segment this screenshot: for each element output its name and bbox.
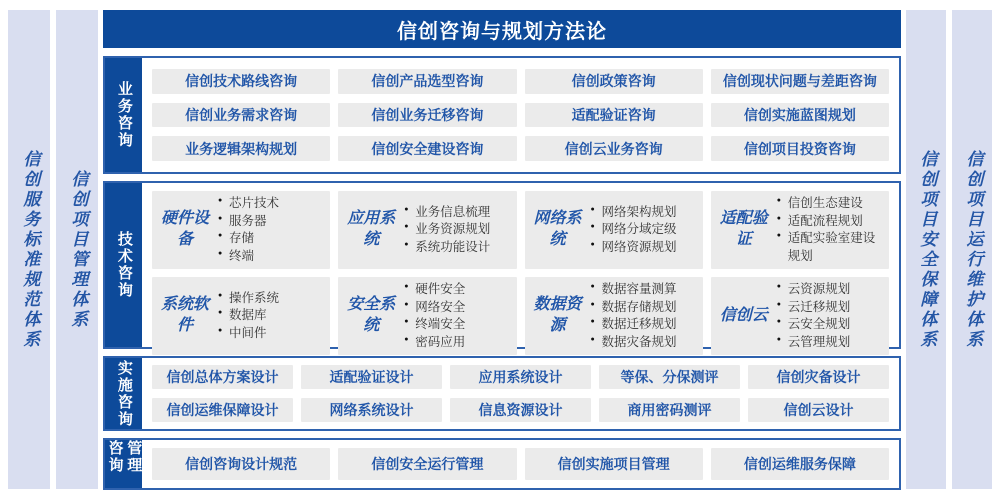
system-bar-right-0 — [906, 10, 946, 489]
main-panel — [103, 10, 901, 489]
tech-card-bullet: ● 芯片技术 — [218, 195, 324, 213]
section-content-business — [142, 58, 899, 172]
consulting-item: 信创业务需求咨询 — [152, 103, 330, 128]
tech-card — [525, 191, 703, 269]
tech-card-bullet-list — [769, 281, 883, 351]
tech-card-bullet: ● 硬件安全 — [404, 281, 510, 299]
tech-card-bullet: ● 网络架构规划 — [591, 204, 697, 222]
tech-card-bullet-list — [583, 281, 697, 351]
tech-card-bullet: ● 数据存储规划 — [591, 299, 697, 317]
section-label-text: 业务咨询 — [115, 81, 133, 149]
consulting-item: 信创云业务咨询 — [525, 136, 703, 161]
consulting-item: 信创业务迁移咨询 — [338, 103, 516, 128]
system-bar-label: 信创项目运行维护体系 — [963, 149, 983, 350]
section-label-business — [105, 58, 142, 172]
section-content-management — [142, 440, 899, 488]
tech-card-bullet: ● 操作系统 — [218, 290, 324, 308]
consulting-item: 信创云设计 — [748, 398, 889, 422]
tech-card-bullet: ● 存储 — [218, 230, 324, 248]
consulting-item: 网络系统设计 — [301, 398, 442, 422]
tech-card — [152, 277, 330, 355]
tech-card-bullet: ● 业务资源规划 — [404, 221, 510, 239]
consulting-item: 应用系统设计 — [450, 365, 591, 389]
tech-card-bullet: ● 终端 — [218, 248, 324, 266]
tech-card-bullet: ● 数据灾备规划 — [591, 334, 697, 352]
tech-card-bullet-list — [210, 290, 324, 343]
tech-card-bullet-list — [396, 281, 510, 351]
consulting-item: 信创项目投资咨询 — [711, 136, 889, 161]
tech-card-bullet-list — [396, 204, 510, 257]
system-bar-right-1 — [952, 10, 992, 489]
tech-card-bullet: ● 云迁移规划 — [777, 299, 883, 317]
consulting-item: 信创产品选型咨询 — [338, 69, 516, 94]
tech-card-bullet: ● 中间件 — [218, 325, 324, 343]
diagram-title: 信创咨询与规划方法论 — [397, 20, 607, 43]
tech-card — [711, 191, 889, 269]
sections-container — [103, 56, 901, 490]
system-bar-label: 信创项目安全保障体系 — [917, 149, 937, 350]
tech-card-title: 硬件设备 — [160, 210, 209, 248]
tech-card-title: 数据资源 — [533, 296, 582, 334]
tech-card-title: 适配验证 — [719, 210, 768, 248]
consulting-item: 信创咨询设计规范 — [152, 448, 330, 480]
consulting-item: 信创总体方案设计 — [152, 365, 293, 389]
section-content-technical — [142, 183, 899, 347]
tech-card-bullet: ● 数据库 — [218, 307, 324, 325]
section-technical — [103, 181, 901, 349]
tech-card-bullet: ● 适配实验室建设规划 — [777, 230, 883, 265]
left-system-bars — [8, 10, 98, 489]
consulting-item: 信息资源设计 — [450, 398, 591, 422]
consulting-item: 信创现状问题与差距咨询 — [711, 69, 889, 94]
consulting-item: 信创运维保障设计 — [152, 398, 293, 422]
consulting-item: 信创运维服务保障 — [711, 448, 889, 480]
tech-card-bullet: ● 网络资源规划 — [591, 239, 697, 257]
tech-card-bullet: ● 服务器 — [218, 213, 324, 231]
section-label-implementation — [105, 358, 142, 429]
system-bar-left-1 — [56, 10, 98, 489]
tech-card-title: 应用系统 — [347, 210, 396, 248]
tech-card-title: 信创云 — [719, 306, 768, 324]
tech-card-bullet: ● 网络安全 — [404, 299, 510, 317]
system-bar-label: 信创项目管理体系 — [68, 169, 88, 330]
tech-card-title: 安全系统 — [347, 296, 396, 334]
tech-card — [525, 277, 703, 355]
tech-card — [711, 277, 889, 355]
consulting-item: 信创技术路线咨询 — [152, 69, 330, 94]
consulting-item: 信创政策咨询 — [525, 69, 703, 94]
tech-card-bullet: ● 网络分域定级 — [591, 221, 697, 239]
tech-card-bullet-list — [210, 195, 324, 265]
section-content-implementation — [142, 358, 899, 429]
tech-card — [152, 191, 330, 269]
tech-card-bullet-list — [769, 195, 883, 265]
consulting-item: 等保、分保测评 — [599, 365, 740, 389]
section-label-text: 咨询管理 — [106, 440, 142, 474]
system-bar-left-0 — [8, 10, 50, 489]
section-label-text: 技术咨询 — [115, 231, 133, 299]
tech-card-bullet: ● 业务信息梳理 — [404, 204, 510, 222]
right-system-bars — [906, 10, 992, 489]
tech-card-bullet: ● 终端安全 — [404, 316, 510, 334]
tech-card-bullet: ● 适配流程规划 — [777, 213, 883, 231]
tech-card-bullet: ● 数据迁移规划 — [591, 316, 697, 334]
tech-card-bullet: ● 云管理规划 — [777, 334, 883, 352]
consulting-item: 商用密码测评 — [599, 398, 740, 422]
tech-card-bullet-list — [583, 204, 697, 257]
tech-card-title: 网络系统 — [533, 210, 582, 248]
consulting-item: 信创灾备设计 — [748, 365, 889, 389]
consulting-item: 业务逻辑架构规划 — [152, 136, 330, 161]
tech-card-bullet: ● 系统功能设计 — [404, 239, 510, 257]
diagram-title-banner — [103, 10, 901, 48]
consulting-item: 适配验证咨询 — [525, 103, 703, 128]
tech-card-bullet: ● 数据容量测算 — [591, 281, 697, 299]
section-implementation — [103, 356, 901, 431]
consulting-item: 信创实施项目管理 — [525, 448, 703, 480]
system-bar-label: 信创服务标准规范体系 — [20, 149, 40, 350]
section-label-text: 实施咨询 — [115, 359, 133, 428]
section-label-management — [105, 440, 142, 488]
tech-card-bullet: ● 密码应用 — [404, 334, 510, 352]
consulting-item: 信创安全建设咨询 — [338, 136, 516, 161]
tech-card-bullet: ● 云资源规划 — [777, 281, 883, 299]
consulting-item: 信创安全运行管理 — [338, 448, 516, 480]
tech-card — [338, 277, 516, 355]
tech-card-title: 系统软件 — [160, 296, 209, 334]
section-label-technical — [105, 183, 142, 347]
tech-card-bullet: ● 云安全规划 — [777, 316, 883, 334]
tech-card-bullet: ● 信创生态建设 — [777, 195, 883, 213]
section-management — [103, 438, 901, 490]
consulting-item: 适配验证设计 — [301, 365, 442, 389]
consulting-item: 信创实施蓝图规划 — [711, 103, 889, 128]
section-business — [103, 56, 901, 174]
tech-card — [338, 191, 516, 269]
